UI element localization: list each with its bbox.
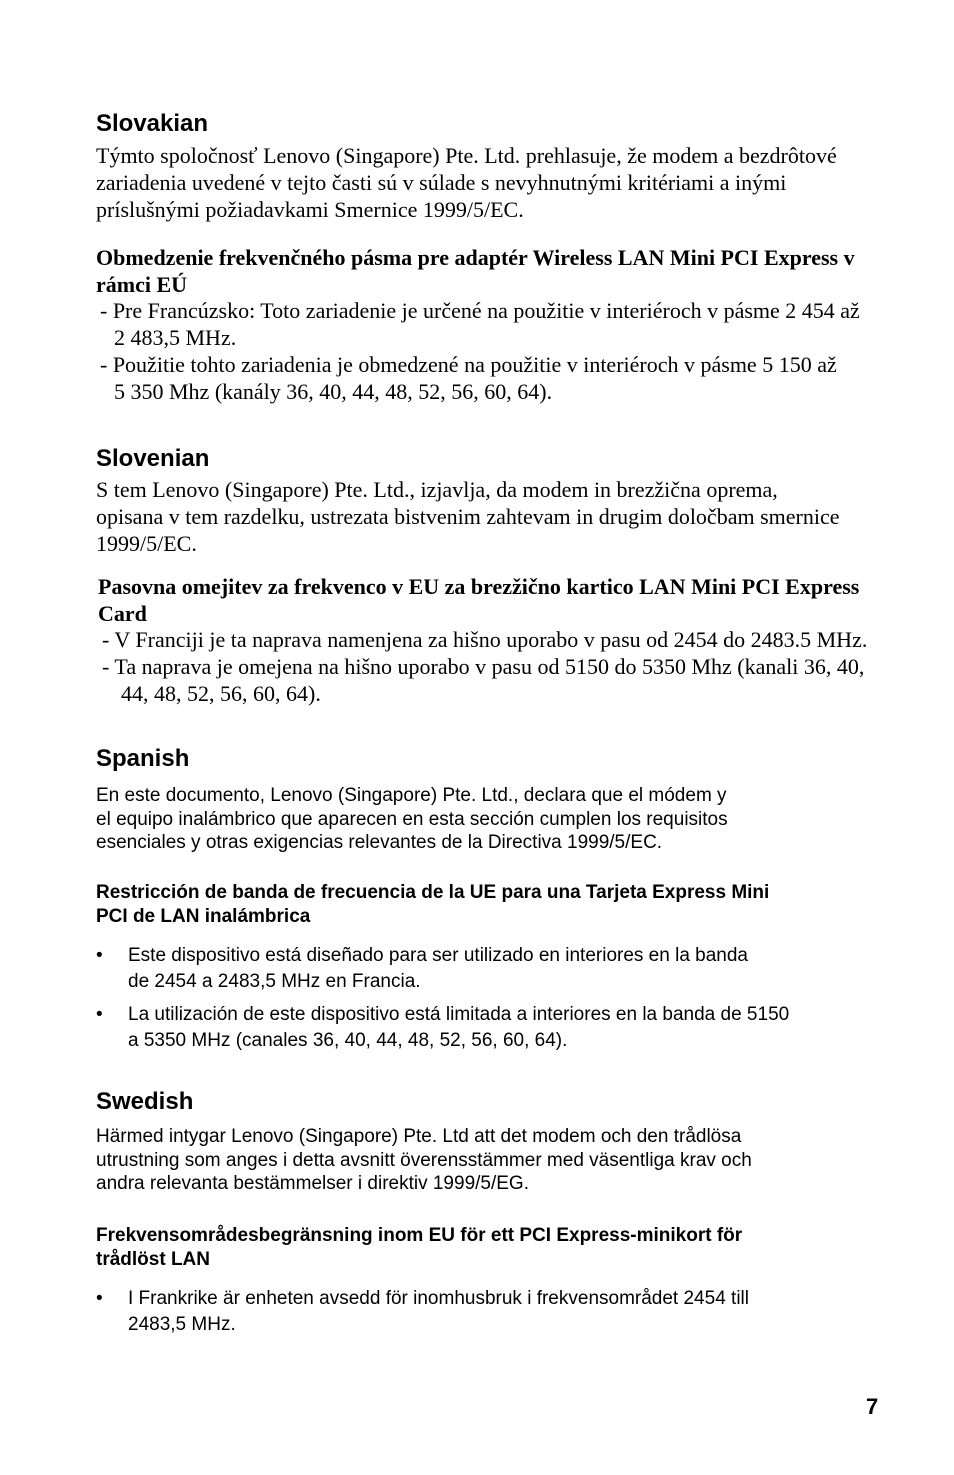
spanish-heading: Spanish [96,745,190,772]
list-item: - V Franciji je ta naprava namenjena za hišno uporabo v pasu od 2454 do 2483.5 MHz. [102,627,868,652]
list-item-line: Este dispositivo está diseñado para ser utilizado en interiores en la banda [128,945,748,966]
slovenian-subheading-line: Card [98,601,147,626]
spanish-bullet-list [96,943,916,1063]
spanish-subheading [96,881,769,928]
list-item-line: I Frankrike är enheten avsedd för inomhusbruk i frekvensområdet 2454 till [128,1288,749,1309]
bullet-icon: • [96,1004,103,1025]
swedish-heading: Swedish [96,1088,194,1115]
bullet-icon: • [96,945,103,966]
list-item-line: a 5350 MHz (canales 36, 40, 44, 48, 52, 56, 60, 64). [128,1029,568,1051]
list-item: - Použitie tohto zariadenia je obmedzené na použitie v interiéroch v pásme 5 150 až [100,352,837,377]
swedish-body-line: andra relevanta bestämmelser i direktiv 1999/5/EG. [96,1173,529,1194]
slovenian-subheading [98,573,859,627]
bullet-icon: • [96,1288,103,1309]
list-item-line: de 2454 a 2483,5 MHz en Francia. [128,970,421,992]
list-item-continuation: 2 483,5 MHz. [114,325,237,350]
spanish-body-line: el equipo inalámbrico que aparecen en esta sección cumplen los requisitos [96,808,728,830]
slovakian-body [96,142,837,223]
slovenian-body-line: S tem Lenovo (Singapore) Pte. Ltd., izjavlja, da modem in brezžična oprema, [96,477,778,502]
slovenian-subheading-line: Pasovna omejitev za frekvenco v EU za brezžično kartico LAN Mini PCI Express [98,574,860,599]
slovakian-heading: Slovakian [96,110,209,137]
list-item-line: La utilización de este dispositivo está limitada a interiores en la banda de 5150 [128,1004,790,1025]
list-item-continuation: 5 350 Mhz (kanály 36, 40, 44, 48, 52, 56, 60, 64). [114,379,553,404]
slovakian-subheading-line: rámci EÚ [96,272,188,297]
slovenian-heading: Slovenian [96,445,210,472]
slovakian-subheading-line: Obmedzenie frekvenčného pásma pre adaptér Wireless LAN Mini PCI Express v [96,245,855,270]
slovakian-list [100,297,860,405]
spanish-body [96,784,728,855]
spanish-subheading-line: Restricción de banda de frecuencia de la UE para una Tarjeta Express Mini [96,882,770,903]
slovenian-body-line: opisana v tem razdelku, ustrezata bistvenim zahtevam in drugim določbam smernice [96,504,840,529]
slovakian-body-line: Týmto spoločnosť Lenovo (Singapore) Pte. Ltd. prehlasuje, že modem a bezdrôtové [96,143,837,168]
swedish-body [96,1125,752,1196]
list-item [128,1287,749,1336]
slovakian-body-line: príslušnými požiadavkami Smernice 1999/5/EC. [96,197,524,222]
spanish-body-line: En este documento, Lenovo (Singapore) Pte. Ltd., declara que el módem y [96,785,727,806]
swedish-body-line: Härmed intygar Lenovo (Singapore) Pte. Ltd att det modem och den trådlösa [96,1126,742,1147]
slovenian-list [102,626,867,707]
slovakian-subheading [96,244,855,298]
list-item [128,1003,789,1052]
swedish-subheading [96,1224,742,1271]
swedish-bullet-list [96,1286,916,1346]
spanish-subheading-line: PCI de LAN inalámbrica [96,905,311,927]
list-item-continuation: 44, 48, 52, 56, 60, 64). [121,681,321,706]
slovenian-body-line: 1999/5/EC. [96,531,197,556]
slovenian-body [96,476,839,557]
swedish-body-line: utrustning som anges i detta avsnitt överensstämmer med väsentliga krav och [96,1149,752,1171]
page-number: 7 [866,1394,879,1419]
swedish-subheading-line: Frekvensområdesbegränsning inom EU för ett PCI Express-minikort för [96,1225,743,1246]
slovakian-body-line: zariadenia uvedené v tejto časti sú v súlade s nevyhnutnými kritériami a inými [96,170,787,195]
list-item [128,944,748,993]
spanish-body-line: esenciales y otras exigencias relevantes de la Directiva 1999/5/EC. [96,832,663,853]
list-item: - Ta naprava je omejena na hišno uporabo v pasu od 5150 do 5350 Mhz (kanali 36, 40, [102,654,865,679]
list-item-line: 2483,5 MHz. [128,1313,236,1335]
list-item: - Pre Francúzsko: Toto zariadenie je určené na použitie v interiéroch v pásme 2 454 až [100,298,860,323]
swedish-subheading-line: trådlöst LAN [96,1248,210,1270]
